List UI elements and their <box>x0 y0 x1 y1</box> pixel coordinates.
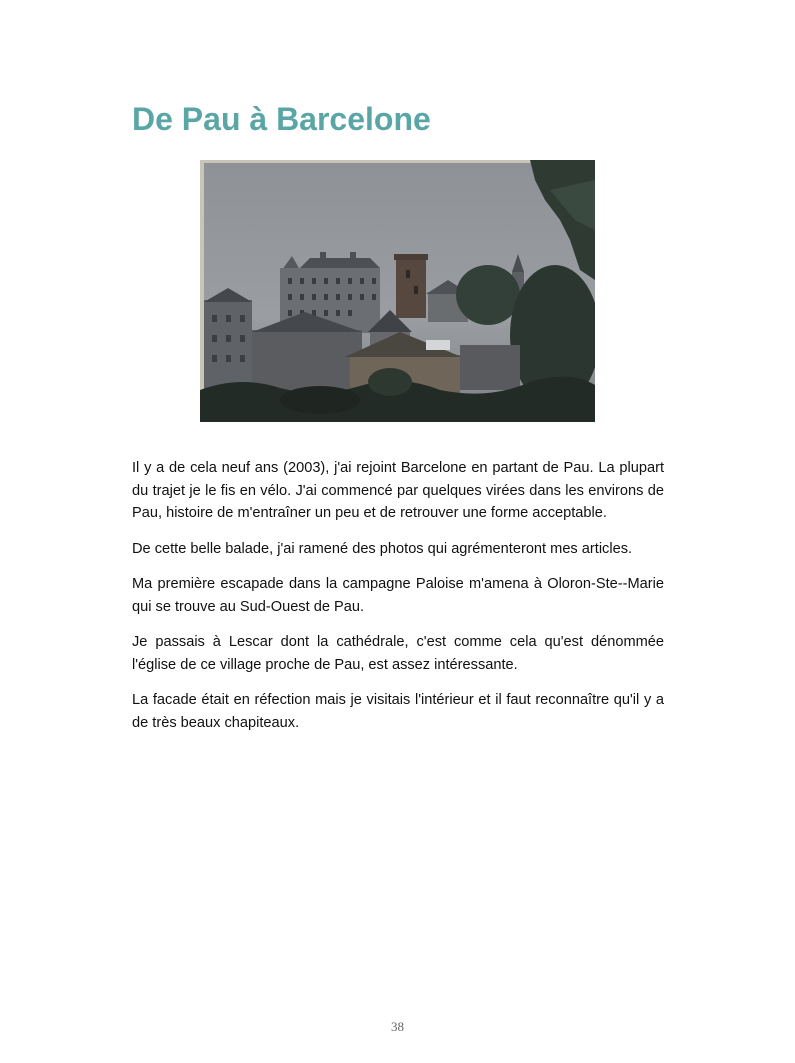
body-text <box>132 457 664 747</box>
castle-photo-illustration <box>200 160 595 422</box>
paragraph-2: De cette belle balade, j'ai ramené des photos qui agrémenteront mes articles. <box>132 540 633 557</box>
paragraph-4: Je passais à Lescar dont la cathédrale, c'est comme cela qu'est dénommée l'église de ce village proche de Pau, est assez intéressante. <box>132 634 664 673</box>
paragraph-5: La facade était en réfection mais je visitais l'intérieur et il faut reconnaître qu'il y a de très beaux chapiteaux. <box>132 692 664 731</box>
paragraph-3: Ma première escapade dans la campagne Paloise m'amena à Oloron-Ste--Marie qui se trouve au Sud-Ouest de Pau. <box>132 576 664 615</box>
castle-photo <box>200 160 595 422</box>
paragraph-1: Il y a de cela neuf ans (2003), j'ai rejoint Barcelone en partant de Pau. La plupart du trajet je le fis en vélo. J'ai commencé par quelques virées dans les environs de Pau, histoire de m'entraîner un peu et de retrouver une forme acceptable. <box>132 460 664 521</box>
page-number: 38 <box>391 1019 404 1034</box>
page-title: De Pau à Barcelone <box>132 101 431 137</box>
